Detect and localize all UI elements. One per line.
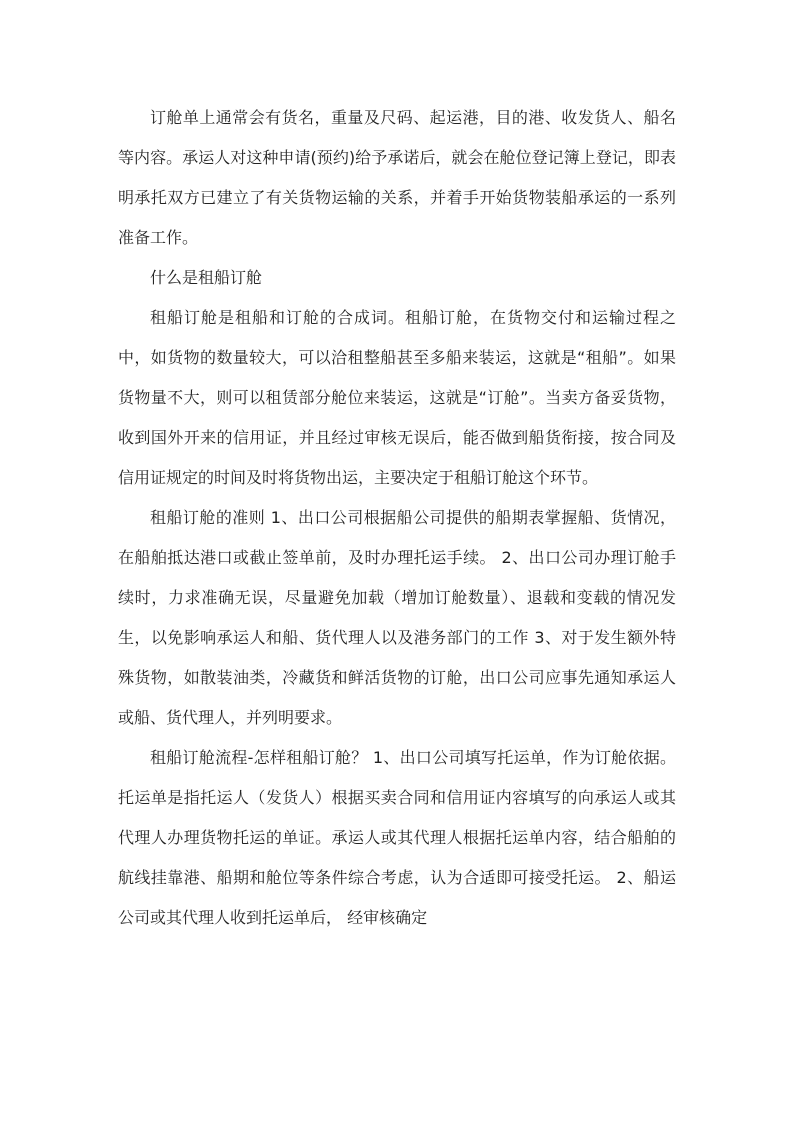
section-heading-what-is-chartering: 什么是租船订舱 — [150, 268, 263, 287]
paragraph-chartering-rules: 租船订舱的准则 1、出口公司根据船公司提供的船期表掌握船、货情况，在船舶抵达港口或截止签单前，及时办理托运手续。 2、出口公司办理订舱手续时，力求准确无误，尽量避免加载（增加订舱数量）、退载和变载的情况发生，以免影响承运人和船、货代理人以及港务部门的工作 3、对于发生额外特殊货物，如散装油类，冷藏货和鲜活货物的订舱，出口公司应事先通知承运人或船、货代理人，并列明要求。 — [118, 508, 676, 727]
document-body — [118, 98, 676, 938]
paragraph-booking-note: 订舱单上通常会有货名，重量及尺码、起运港，目的港、收发货人、船名等内容。承运人对这种申请(预约)给予承诺后，就会在舱位登记簿上登记，即表明承托双方已建立了有关货物运输的关系，并着手开始货物装船承运的一系列准备工作。 — [118, 108, 676, 247]
paragraph-chartering-process: 租船订舱流程-怎样租船订舱？ 1、出口公司填写托运单，作为订舱依据。托运单是指托运人（发货人）根据买卖合同和信用证内容填写的向承运人或其代理人办理货物托运的单证。承运人或其代理人根据托运单内容，结合船舶的航线挂靠港、船期和舱位等条件综合考虑，认为合适即可接受托运。 2、船运公司或其代理人收到托运单后， 经审核确定 — [118, 748, 676, 927]
paragraph-chartering-definition: 租船订舱是租船和订舱的合成词。租船订舱，在货物交付和运输过程之中，如货物的数量较大，可以洽租整船甚至多船来装运，这就是“租船”。如果货物量不大，则可以租赁部分舱位来装运，这就是“订舱”。当卖方备妥货物，收到国外开来的信用证，并且经过审核无误后，能否做到船货衔接，按合同及信用证规定的时间及时将货物出运，主要决定于租船订舱这个环节。 — [118, 308, 676, 487]
